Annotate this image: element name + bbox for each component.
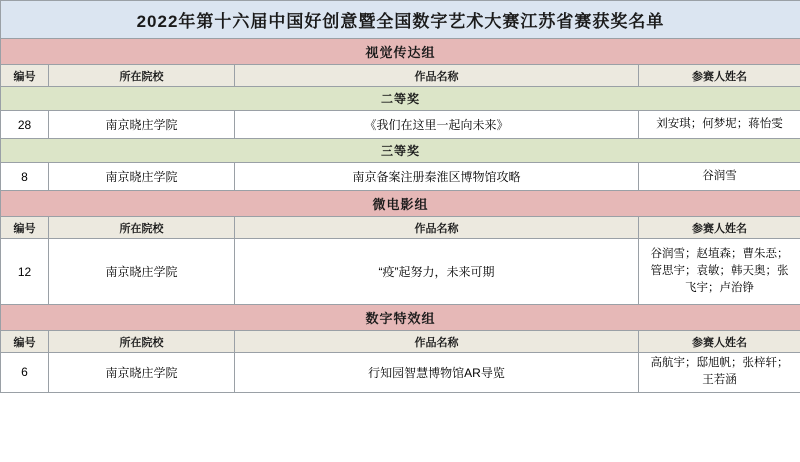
cell-person-text: 谷润雪；赵埴森；曹朱忢；管思宇；袁敏；韩天奥；张飞宇；卢治铮	[650, 247, 789, 295]
cell-no: 12	[1, 239, 49, 305]
column-header-person: 参赛人姓名	[639, 331, 800, 353]
table-row	[1, 239, 800, 305]
group-title-visual: 视觉传达组	[1, 39, 800, 65]
cell-school: 南京晓庄学院	[49, 239, 235, 305]
cell-person-text: 高航宇；邸旭帆；张梓轩；王若涵	[650, 357, 789, 387]
column-header-no: 编号	[1, 217, 49, 239]
table-row	[1, 353, 800, 393]
column-header-no: 编号	[1, 331, 49, 353]
column-header-person: 参赛人姓名	[639, 217, 800, 239]
group-header-row	[1, 191, 800, 217]
cell-person	[639, 239, 800, 305]
column-header-row	[1, 331, 800, 353]
prize-title-third: 三等奖	[1, 139, 800, 163]
cell-school: 南京晓庄学院	[49, 163, 235, 191]
group-title-microfilm: 微电影组	[1, 191, 800, 217]
column-header-work: 作品名称	[235, 331, 639, 353]
column-header-school: 所在院校	[49, 65, 235, 87]
cell-no: 6	[1, 353, 49, 393]
cell-person: 刘安琪；何梦坭；蒋怡雯	[639, 111, 800, 139]
prize-header-row	[1, 87, 800, 111]
cell-no: 8	[1, 163, 49, 191]
cell-work: 南京备案注册秦淮区博物馆攻略	[235, 163, 639, 191]
group-title-digital-fx: 数字特效组	[1, 305, 800, 331]
group-header-row	[1, 305, 800, 331]
prize-header-row	[1, 139, 800, 163]
table-row	[1, 163, 800, 191]
cell-work: 行知园智慧博物馆AR导览	[235, 353, 639, 393]
table-row	[1, 111, 800, 139]
cell-work: “疫”起努力，未来可期	[235, 239, 639, 305]
cell-person: 谷润雪	[639, 163, 800, 191]
column-header-work: 作品名称	[235, 217, 639, 239]
cell-no: 28	[1, 111, 49, 139]
column-header-row	[1, 217, 800, 239]
column-header-no: 编号	[1, 65, 49, 87]
document-title-row	[1, 1, 800, 39]
page-title: 2022年第十六届中国好创意暨全国数字艺术大赛江苏省赛获奖名单	[1, 1, 800, 39]
column-header-person: 参赛人姓名	[639, 65, 800, 87]
group-header-row	[1, 39, 800, 65]
cell-school: 南京晓庄学院	[49, 111, 235, 139]
cell-person	[639, 353, 800, 393]
column-header-school: 所在院校	[49, 331, 235, 353]
column-header-work: 作品名称	[235, 65, 639, 87]
prize-title-second: 二等奖	[1, 87, 800, 111]
column-header-school: 所在院校	[49, 217, 235, 239]
cell-work: 《我们在这里一起向未来》	[235, 111, 639, 139]
column-header-row	[1, 65, 800, 87]
cell-school: 南京晓庄学院	[49, 353, 235, 393]
